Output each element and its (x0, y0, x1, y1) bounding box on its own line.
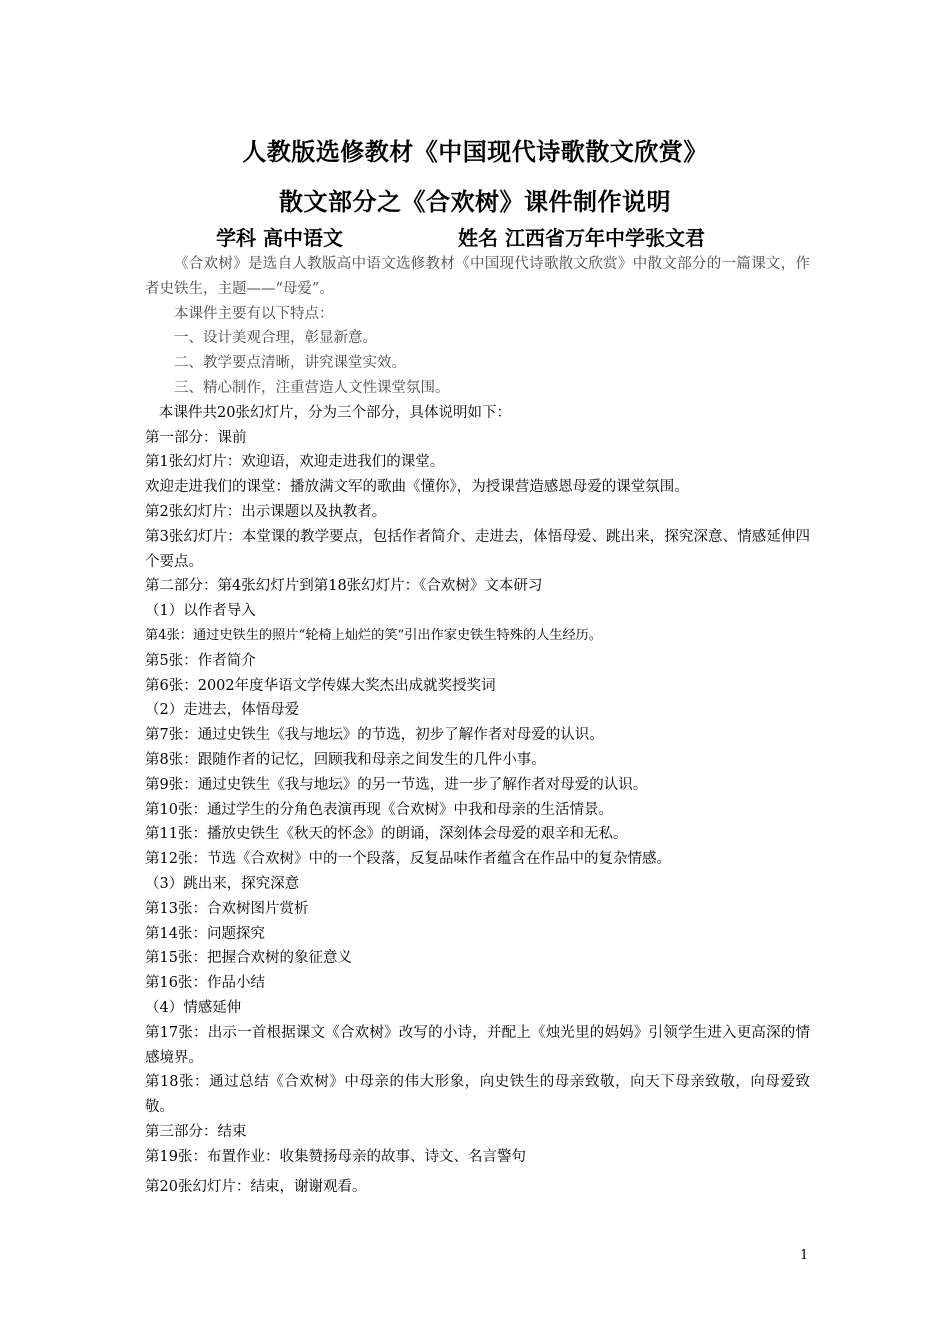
feature-item: 一、设计美观合理，彰显新意。 (174, 330, 377, 347)
document-body (145, 252, 810, 1200)
slide-item: 第18张：通过总结《合欢树》中母亲的伟大形象，向史铁生的母亲致敬，向天下母亲致敬，向母爱致敬。 (145, 1074, 810, 1116)
feature-item: 二、教学要点清晰，讲究课堂实效。 (174, 355, 406, 372)
slide-item: 第3张幻灯片：本堂课的教学要点，包括作者简介、走进去，体悟母爱、跳出来，探究深意、情感延伸四个要点。 (145, 528, 810, 570)
slide-item: 第2张幻灯片：出示课题以及执教者。 (145, 503, 387, 520)
feature-item: 三、精心制作，注重营造人文性课堂氛围。 (174, 379, 450, 396)
author-label: 姓名 江西省万年中学张文君 (458, 226, 705, 250)
slide-item: 第16张：作品小结 (145, 975, 265, 992)
slide-item: 第7张：通过史铁生《我与地坛》的节选，初步了解作者对母爱的认识。 (145, 727, 604, 744)
slide-item: 第6张：2002年度华语文学传媒大奖杰出成就奖授奖词 (145, 677, 496, 694)
slide-item: 第14张：问题探究 (145, 925, 265, 942)
subject-label: 学科 高中语文 (216, 226, 343, 250)
slide-item: 第1张幻灯片：欢迎语，欢迎走进我们的课堂。 (145, 454, 445, 471)
slide-item: 第15张：把握合欢树的象征意义 (145, 950, 352, 967)
subsection-heading: （4）情感延伸 (145, 999, 242, 1016)
overview-paragraph: 本课件共20张幻灯片，分为三个部分，具体说明如下： (159, 404, 511, 421)
subsection-heading: （1）以作者导入 (145, 603, 256, 620)
slide-item: 第9张：通过史铁生《我与地坛》的另一节选，进一步了解作者对母爱的认识。 (145, 776, 648, 793)
intro-paragraph: 《合欢树》是选自人教版高中语文选修教材《中国现代诗歌散文欣赏》中散文部分的一篇课文，作者史铁生，主题——“母爱”。 (145, 256, 810, 297)
slide-item: 第4张：通过史铁生的照片“轮椅上灿烂的笑”引出作家史铁生特殊的人生经历。 (145, 627, 603, 643)
section-heading: 第二部分：第4张幻灯片到第18张幻灯片：《合欢树》文本研习 (145, 578, 543, 595)
slide-item: 第12张：节选《合欢树》中的一个段落，反复品味作者蕴含在作品中的复杂情感。 (145, 851, 671, 868)
page-number: 1 (800, 1248, 809, 1263)
slide-item: 第5张：作者简介 (145, 652, 256, 669)
slide-item: 欢迎走进我们的课堂：播放满文军的歌曲《懂你》，为授课营造感恩母爱的课堂氛围。 (145, 479, 689, 496)
slide-item: 第10张：通过学生的分角色表演再现《合欢树》中我和母亲的生活情景。 (145, 801, 613, 818)
slide-item: 第8张：跟随作者的记忆，回顾我和母亲之间发生的几件小事。 (145, 751, 546, 768)
slide-item: 第20张幻灯片：结束，谢谢观看。 (145, 1179, 367, 1196)
slide-item: 第11张：播放史铁生《秋天的怀念》的朗诵，深刻体会母爱的艰辛和无私。 (145, 826, 628, 843)
slide-item: 第17张：出示一首根据课文《合欢树》改写的小诗，并配上《烛光里的妈妈》引领学生进入更高深的情感境界。 (145, 1024, 810, 1066)
document-title-line2: 散文部分之《合欢树》课件制作说明 (279, 188, 671, 216)
section-heading: 第一部分：课前 (145, 429, 247, 446)
document-title-line1: 人教版选修教材《中国现代诗歌散文欣赏》 (242, 138, 708, 166)
subsection-heading: （2）走进去，体悟母爱 (145, 702, 300, 719)
subsection-heading: （3）跳出来，探究深意 (145, 875, 300, 892)
section-heading: 第三部分：结束 (145, 1123, 247, 1140)
slide-item: 第19张：布置作业：收集赞扬母亲的故事、诗文、名言警句 (145, 1148, 526, 1165)
slide-item: 第13张：合欢树图片赏析 (145, 900, 309, 917)
features-heading: 本课件主要有以下特点： (174, 305, 334, 322)
